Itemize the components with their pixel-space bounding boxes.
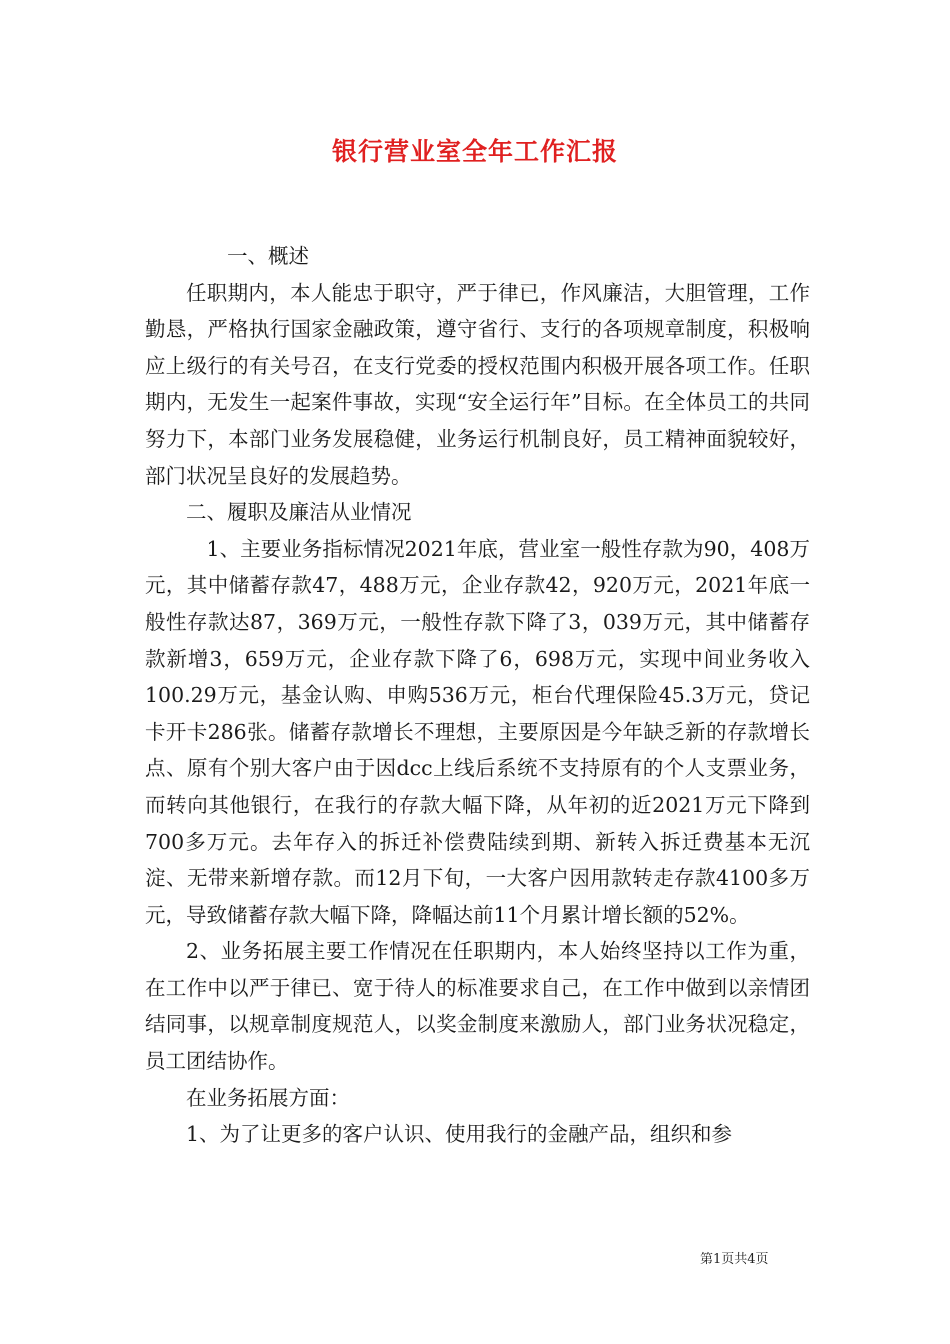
paragraph-expansion-item-1: 1、为了让更多的客户认识、使用我行的金融产品，组织和参: [186, 1122, 733, 1147]
paragraph-business-indicators: 1、主要业务指标情况2021年底，营业室一般性存款为90，408万元，其中储蓄存款47，488万元，企业存款42，920万元，2021年底一般性存款达87，369万元，一般性存款下降了3，039万元，其中储蓄存款新增3，659万元，企业存款下降了6，698万元，实现中间业务收入100.29万元，基金认购、申购536万元，柜台代理保险45.3万元，贷记卡开卡286张。储蓄存款增长不理想，主要原因是今年缺乏新的存款增长点、原有个别大客户由于因dcc上线后系统不支持原有的个人支票业务，而转向其他银行，在我行的存款大幅下降，从年初的近2021万元下降到700多万元。去年存入的拆迁补偿费陆续到期、新转入拆迁费基本无沉淀、无带来新增存款。而12月下旬，一大客户因用款转走存款4100多万元，导致储蓄存款大幅下降，降幅达前11个月累计增长额的52%。: [145, 536, 810, 927]
document-body: [145, 238, 810, 1153]
document-title: 银行营业室全年工作汇报: [331, 137, 618, 166]
subheading-expansion: 在业务拓展方面：: [186, 1085, 350, 1110]
section-heading-overview: 一、概述: [227, 244, 309, 268]
section-heading-duty: 二、履职及廉洁从业情况: [186, 500, 412, 525]
paragraph-business-expansion: 2、业务拓展主要工作情况在任职期内，本人始终坚持以工作为重，在工作中以严于律已、宽于待人的标准要求自己，在工作中做到以亲情团结同事，以规章制度规范人，以奖金制度来激励人，部门业务状况稳定，员工团结协作。: [145, 939, 810, 1074]
paragraph-overview: 任职期内，本人能忠于职守，严于律已，作风廉洁，大胆管理，工作勤恳，严格执行国家金融政策，遵守省行、支行的各项规章制度，积极响应上级行的有关号召，在支行党委的授权范围内积极开展各项工作。任职期内，无发生一起案件事故，实现“安全运行年”目标。在全体员工的共同努力下，本部门业务发展稳健，业务运行机制良好，员工精神面貌较好，部门状况呈良好的发展趋势。: [145, 280, 810, 488]
page-number: 第1页共4页: [700, 1252, 769, 1267]
